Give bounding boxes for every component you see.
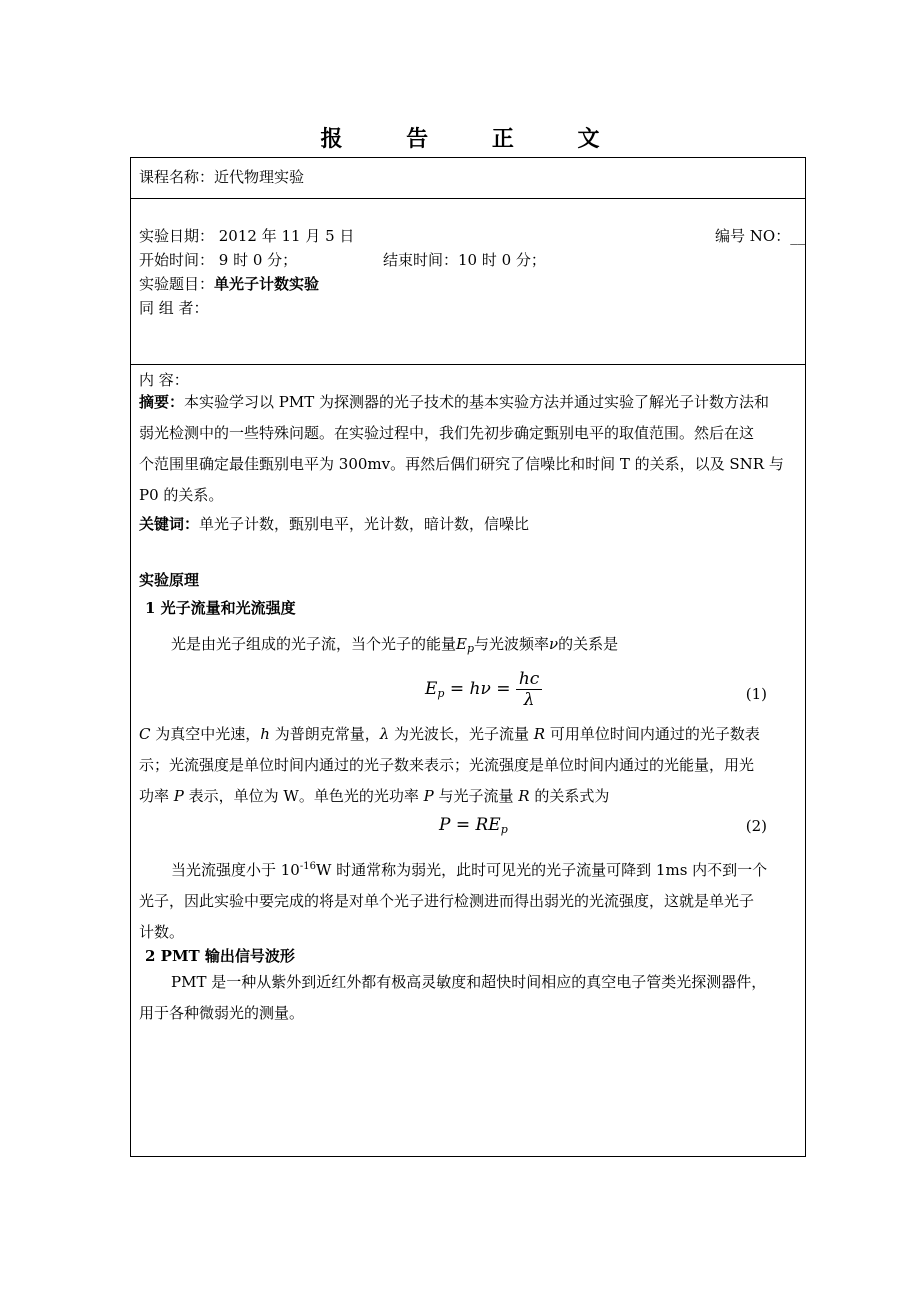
end-time: 结束时间：10 时 0 分； — [383, 251, 546, 269]
paragraph-4: PMT 是一种从紫外到近红外都有极高灵敏度和超快时间相应的真空电子管类光探测器件， 用于各种微弱光的测量。 — [139, 973, 767, 1022]
abstract-label: 摘要： — [139, 393, 185, 411]
start-time: 开始时间： 9 时 0 分； — [139, 251, 298, 269]
abstract: 摘要：本实验学习以 PMT 为探测器的光子技术的基本实验方法并通过实验了解光子计数方法和 弱光检测中的一些特殊问题。在实验过程中，我们先初步确定甄别电平的取值范围。然后在这 个范围里确定最佳甄别电平为 300mv。再然后偶们研究了信噪比和时间 T 的关系，以及 SNR 与 P0 的关系。 — [139, 393, 784, 504]
course-row — [130, 157, 806, 199]
experiment-date: 实验日期： 2012 年 11 月 5 日 — [139, 227, 355, 245]
keywords-value: 单光子计数，甄别电平，光计数，暗计数，信噪比 — [199, 515, 530, 533]
paragraph-2: C 为真空中光速，h 为普朗克常量，λ 为光波长，光子流量 R 可用单位时间内通过的光子数表 示；光流强度是单位时间内通过的光子数来表示；光流强度是单位时间内通过的光能量，用光 功率 P 表示，单位为 W。单色光的光功率 P 与光子流量 R 的关系式为 — [139, 725, 760, 805]
subsection-2: 2 PMT 输出信号波形 — [145, 947, 295, 965]
page-title: 报 告 正 文 — [320, 126, 628, 152]
fraction: $\frac{hc}{\lambda}$ — [516, 669, 542, 710]
paragraph-1: 光是由光子组成的光子流，当个光子的能量$E_p$与光波频率ν的关系是 — [171, 635, 619, 655]
content-heading: 内 容： — [139, 371, 189, 389]
experiment-info — [130, 198, 806, 365]
course-name: 课程名称：近代物理实验 — [139, 168, 305, 186]
keywords — [139, 513, 529, 534]
topic-label: 实验题目： — [139, 275, 215, 293]
content-section: 内 容： 摘要：本实验学习以 PMT 为探测器的光子技术的基本实验方法并通过实验了解光子计数方法和 弱光检测中的一些特殊问题。在实验过程中，我们先初步确定甄别电平的取值范围。然后在这 个范围里确定最佳甄别电平为 300mv。再然后偶们研究了信噪比和时间 T 的关系，以及 SNR 与 P0 的关系。 关键词：单光子计数，甄别电平，光计数，暗计数，信噪比 实验原理 1 光子流量和光流强度 光是由光子组成的光子流，当个光子的能量$E_p$与光波频率ν的关系是 $E_p = h\nu$ = $\frac{hc}{\lambda}$ (1) C 为真空中光速，h 为普朗克常量，λ 为光波长，光子流量 R 可用单位时间内通过的光子数表 示；光流强度是单位时间内通过的光子数来表示；光流强度是单位时间内通过的光能量，用光 功率 P 表示，单位为 W。单色光的光功率 P 与光子流量 R 的关系式为 $P = RE_p$ (2) 当光流强度小于 $10^{-16}W$ 时通常称为弱光，此时可见光的光子流量可降到 1ms 内不到一个 光子，因此实验中要完成的将是对单个光子进行检测进而得出弱光的光流强度，这就是单光子 计数。 2 PMT 输出信号波形 PMT 是一种从紫外到近红外都有极高灵敏度和超快时间相应的真空电子管类光探测器件， 用于各种微弱光的测量。 — [130, 364, 806, 1157]
experiment-topic — [139, 273, 319, 294]
keywords-label: 关键词： — [139, 515, 200, 533]
paragraph-3: 当光流强度小于 $10^{-16}W$ 时通常称为弱光，此时可见光的光子流量可降到 1ms 内不到一个 光子，因此实验中要完成的将是对单个光子进行检测进而得出弱光的光流强度，这就是单光子 计数。 — [139, 861, 768, 941]
subsection-1: 1 光子流量和光流强度 — [145, 599, 296, 617]
section-principle: 实验原理 — [139, 571, 200, 589]
equation-2-number: (2) — [745, 817, 767, 835]
equation-1-number: (1) — [745, 685, 767, 703]
topic-value: 单光子计数实验 — [214, 275, 320, 293]
group-members: 同 组 者： — [139, 299, 209, 317]
record-number: 编号 NO：__ — [715, 227, 806, 245]
